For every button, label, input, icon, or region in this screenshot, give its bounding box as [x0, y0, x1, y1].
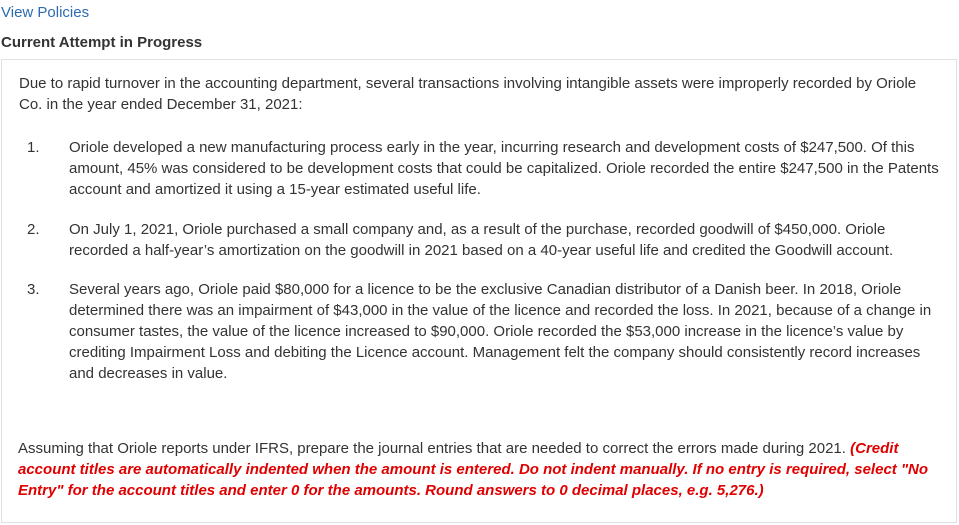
transaction-number: 2. — [27, 221, 40, 238]
instruction-note: (Credit account titles are automatically indented when the amount is entered. Do not indent manually. If no entry is required, select "No Entry" for the account titles and enter 0 for the amounts. Round answers to 0 decimal places, e.g. 5,276.) — [18, 440, 929, 499]
transaction-text: Several years ago, Oriole paid $80,000 for a licence to be the exclusive Canadian distributor of a Danish beer. In 2018, Oriole determined there was an impairment of $43,000 in the value of the licence and recorded the loss. In 2021, because of a change in consumer tastes, the value of the licence increased to $90,000. Oriole recorded the $53,000 increase in the licence’s value by crediting Impairment Loss and debiting the Licence account. Management felt the company should consistently record increases and decreases in value. — [69, 281, 932, 382]
transaction-number: 1. — [27, 139, 40, 156]
transaction-text: On July 1, 2021, Oriole purchased a small company and, as a result of the purchase, recorded goodwill of $450,000. Oriole recorded a half-year’s amortization on the goodwill in 2021 based on a 40-year useful life and credited the Goodwill account. — [69, 221, 894, 259]
attempt-status-heading: Current Attempt in Progress — [1, 34, 203, 51]
transaction-text: Oriole developed a new manufacturing process early in the year, incurring research and development costs of $247,500. Of this amount, 45% was considered to be development costs that could be capitalized. Oriole recorded the entire $247,500 in the Patents account and amortized it using a 15-year estimated useful life. — [69, 139, 939, 198]
transaction-number: 3. — [27, 281, 40, 298]
question-instructions — [18, 438, 943, 501]
instruction-text: Assuming that Oriole reports under IFRS, prepare the journal entries that are needed to correct the errors made during 2021. — [18, 440, 846, 457]
question-intro: Due to rapid turnover in the accounting department, several transactions involving intangible assets were improperly recorded by Oriole Co. in the year ended December 31, 2021: — [19, 75, 917, 113]
view-policies-link[interactable]: View Policies — [1, 4, 90, 21]
question-panel — [1, 59, 957, 523]
